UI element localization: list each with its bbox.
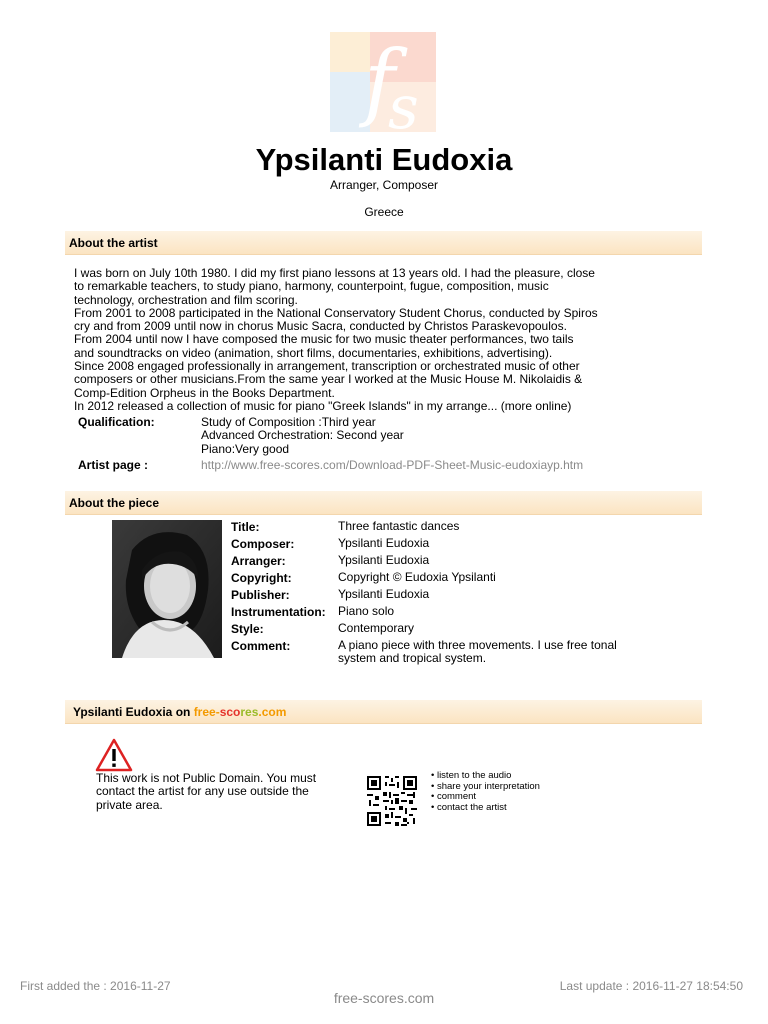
artist-page-label: Artist page : [78,458,149,472]
bio-line: From 2004 until now I have composed the music for two music theater performances, two tails [74,332,574,347]
artist-name: Ypsilanti Eudoxia [255,142,513,177]
bio-line: technology, orchestration and film scoring. [74,292,298,307]
qualification-line: Advanced Orchestration: Second year [201,428,404,443]
comment-line: A piano piece with three movements. I use free tonal [338,638,617,652]
comment-label: Comment: [231,639,291,653]
bio-line: From 2001 to 2008 participated in the National Conservatory Student Chorus, conducted by Spiros [74,305,598,320]
copyright-label: Copyright: [231,571,292,585]
about-artist-header [65,231,702,255]
bio-line: to remarkable teachers, to study piano, harmony, counterpoint, fugue, composition, music [74,279,549,294]
qualification-label: Qualification: [78,415,155,429]
qr-code-icon[interactable] [367,776,417,826]
actions-list [431,771,540,813]
comment-line: system and tropical system. [338,651,487,666]
title-label: Title: [231,520,260,534]
style-value: Contemporary [338,621,415,635]
publisher-value: Ypsilanti Eudoxia [338,587,430,601]
on-site-title [73,705,286,719]
artist-bio [74,267,654,413]
svg-text:f: f [364,32,396,130]
artist-photo [112,520,222,658]
instrumentation-label: Instrumentation: [231,605,326,619]
arranger-label: Arranger: [231,554,286,568]
artist-page-link[interactable]: http://www.free-scores.com/Download-PDF-Sheet-Music-eudoxiayp.htm [201,458,584,472]
title-value: Three fantastic dances [338,519,460,533]
qualification-line: Study of Composition :Third year [201,415,376,429]
notice-line: contact the artist for any use outside the [96,784,309,799]
bio-line: I was born on July 10th 1980. I did my first piano lessons at 13 years old. I had the pleasure, close [74,266,595,280]
qualification-line: Piano:Very good [201,441,290,456]
comment-value [338,639,658,666]
bio-line: and soundtracks on video (animation, short films, documentaries, exhibitions, advertising). [74,345,553,360]
last-update: Last update : 2016-11-27 18:54:50 [559,979,743,993]
arranger-value: Ypsilanti Eudoxia [338,553,430,567]
qualification-value [201,416,404,456]
action-listen[interactable]: • listen to the audio [431,770,512,781]
artist-roles: Arranger, Composer [329,178,439,192]
svg-text:s: s [388,73,419,132]
notice-line: This work is not Public Domain. You must [96,771,317,785]
about-piece-title: About the piece [69,496,160,510]
on-site-header [65,700,702,724]
notice-line: private area. [96,797,163,812]
action-share[interactable]: • share your interpretation [431,780,540,792]
copyright-value: Copyright © Eudoxia Ypsilanti [338,570,496,584]
free-scores-logo-icon [330,32,436,132]
footer-brand[interactable]: free-scores.com [333,990,435,1006]
bio-line: cry and from 2009 until now in chorus Music Sacra, conducted by Christos Paraskevopoulos. [74,319,567,334]
about-artist-title: About the artist [69,236,158,250]
composer-value: Ypsilanti Eudoxia [338,536,430,550]
action-contact[interactable]: • contact the artist [431,801,507,813]
warning-triangle-icon [95,738,133,772]
bio-line: composers or other musicians.From the same year I worked at the Music House M. Nikolaidis & [74,372,583,387]
publisher-label: Publisher: [231,588,290,602]
action-comment[interactable]: • comment [431,791,477,802]
about-piece-header [65,491,702,515]
artist-country: Greece [364,205,404,219]
style-label: Style: [231,622,264,636]
composer-label: Composer: [231,537,295,551]
instrumentation-value: Piano solo [338,604,395,618]
on-site-prefix: Ypsilanti Eudoxia on [73,705,194,719]
bio-line: Since 2008 engaged professionally in arrangement, transcription or orchestrated music of other [74,359,580,374]
bio-line: Comp-Edition Orpheus in the Books Department. [74,385,335,400]
bio-line: In 2012 released a collection of music for piano "Greek Islands" in my arrange... (more online) [74,398,572,413]
copyright-notice [96,772,346,812]
first-added: First added the : 2016-11-27 [20,979,171,993]
on-site-brand[interactable]: free-scores.com [193,705,287,719]
